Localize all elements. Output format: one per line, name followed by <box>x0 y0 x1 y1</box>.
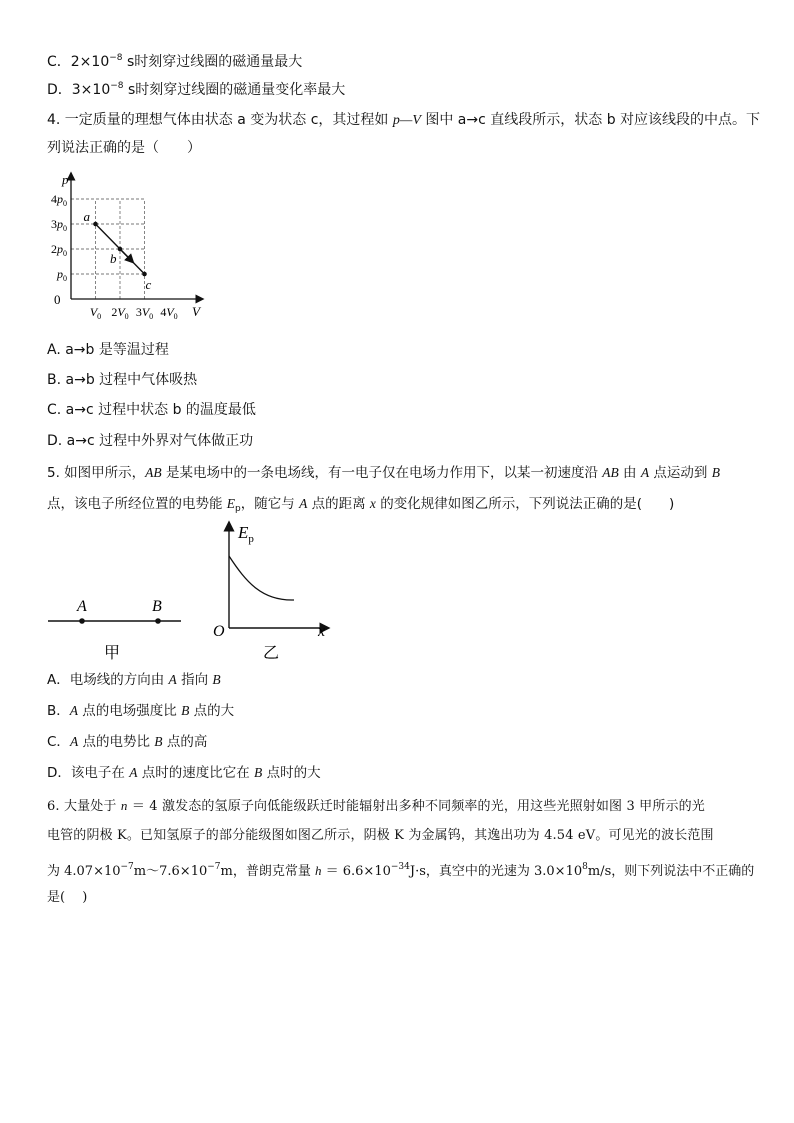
q4-option-a: A. a→b 是等温过程 <box>47 342 169 358</box>
caption-yi: 乙 <box>263 643 280 662</box>
q6-line3: 为 $4.07\times 10^{-7}m\sim 7.6\times 10^{-7}m$，普朗克常量 $h = 6.6\times 10^{-34}J\cdot s$，真空中的光速为 $3.0\times 10^8m/s$，则下列说法中不正确的 <box>47 862 755 879</box>
q5-figure-jia <box>44 590 189 665</box>
q6-line4: 是( ) <box>47 890 88 905</box>
process-arrow <box>120 249 131 260</box>
origin-label: 0 <box>54 292 61 307</box>
q4-pv-graph <box>40 170 220 320</box>
point-a-label: a <box>83 209 90 224</box>
q4-option-c: C. a→c 过程中状态 b 的温度最低 <box>47 402 256 418</box>
point-a-dot <box>79 618 85 624</box>
q5-option-c: C．A 点的电势比 B 点的高 <box>47 734 208 750</box>
p-tick-2: $2p_0$ <box>51 242 67 258</box>
point-a-label: A <box>77 598 87 615</box>
point-b-label: b <box>110 251 117 266</box>
ep-curve <box>229 556 294 600</box>
ep-axis-label: $E_p$ <box>238 523 254 545</box>
q4-stem-line1: 4. 一定质量的理想气体由状态 a 变为状态 c，其过程如 p—V 图中 a→c 直线段所示，状态 b 对应该线段的中点。下 <box>47 112 761 128</box>
v-axis-label: V <box>192 304 200 319</box>
point-b-dot <box>155 618 161 624</box>
p-axis-label: p <box>62 172 69 187</box>
point-c <box>142 272 147 277</box>
q4-option-b: B. a→b 过程中气体吸热 <box>47 372 198 388</box>
p-tick-4: $4p_0$ <box>51 192 67 208</box>
x-axis-label: x <box>318 623 326 640</box>
prev-option-c: C．$2\times 10^{-8}$ s时刻穿过线圈的磁通量最大 <box>47 53 303 70</box>
origin-label: O <box>213 623 225 640</box>
q5-stem-line1: 5. 如图甲所示，AB 是某电场中的一条电场线，有一电子仅在电场力作用下，以某一初速度沿 AB 由 A 点运动到 B <box>47 465 720 481</box>
point-c-label: c <box>145 277 152 292</box>
point-a <box>93 222 98 227</box>
point-b <box>118 247 123 252</box>
v-tick-3: $3V_0$ <box>135 305 154 320</box>
v-tick-2: $2V_0$ <box>111 305 129 320</box>
q6-line1: 6. 大量处于 n ＝ 4 激发态的氢原子向低能级跃迁时能辐射出多种不同频率的光，用这些光照射如图 3 甲所示的光 <box>47 798 705 814</box>
p-tick-1: $p_0$ <box>57 267 67 283</box>
caption-jia: 甲 <box>104 643 121 662</box>
q5-figure-yi <box>208 518 338 666</box>
q6-line2: 电管的阴极 K。已知氢原子的部分能级图如图乙所示，阴极 K 为金属钨，其逸出功为 4.54 eV。可见光的波长范围 <box>47 828 714 843</box>
point-b-label: B <box>152 598 162 615</box>
q4-stem-line2: 列说法正确的是（ ） <box>47 140 201 156</box>
prev-option-d: D．$3\times 10^{-8}$ s时刻穿过线圈的磁通量变化率最大 <box>47 81 346 98</box>
q5-stem-line2: 点，该电子所经位置的电势能 $E_p$，随它与 A 点的距离 x 的变化规律如图乙所示，下列说法正确的是( ) <box>47 496 675 514</box>
q5-option-b: B．A 点的电场强度比 B 点的大 <box>47 703 235 719</box>
q5-option-d: D．该电子在 A 点时的速度比它在 B 点时的大 <box>47 765 321 781</box>
v-tick-4: $4V_0$ <box>160 305 178 320</box>
q4-option-d: D. a→c 过程中外界对气体做正功 <box>47 433 254 449</box>
p-tick-3: $3p_0$ <box>51 217 67 233</box>
q5-option-a: A．电场线的方向由 A 指向 B <box>47 672 221 688</box>
v-tick-1: $V_0$ <box>89 305 102 320</box>
